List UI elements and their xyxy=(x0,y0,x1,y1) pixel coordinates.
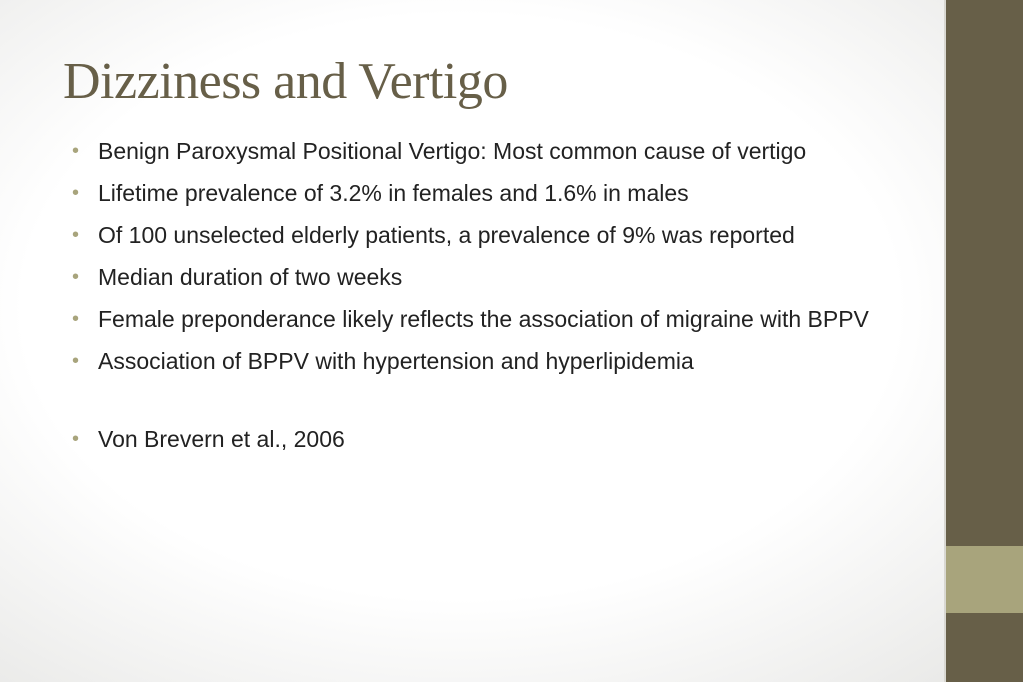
bullet-text: Of 100 unselected elderly patients, a prevalence of 9% was reported xyxy=(98,222,795,248)
sidebar-accent-block xyxy=(946,546,1023,613)
bullet-item xyxy=(72,176,892,211)
bullet-text: Lifetime prevalence of 3.2% in females and 1.6% in males xyxy=(98,180,689,206)
bullet-icon: • xyxy=(72,140,80,162)
bullet-icon: • xyxy=(72,266,80,288)
bullet-item xyxy=(72,302,892,337)
bullet-text: Female preponderance likely reflects the association of migraine with BPPV xyxy=(98,306,869,332)
bullet-list xyxy=(72,134,892,464)
bullet-item xyxy=(72,344,892,379)
bullet-item-citation xyxy=(72,422,892,457)
bullet-item xyxy=(72,218,892,253)
bullet-icon: • xyxy=(72,182,80,204)
bullet-icon: • xyxy=(72,350,80,372)
citation-text: Von Brevern et al., 2006 xyxy=(98,426,345,452)
slide-title: Dizziness and Vertigo xyxy=(63,53,508,110)
bullet-icon: • xyxy=(72,428,80,450)
bullet-text: Association of BPPV with hypertension and hyperlipidemia xyxy=(98,348,694,374)
bullet-text: Median duration of two weeks xyxy=(98,264,403,290)
bullet-icon: • xyxy=(72,308,80,330)
bullet-item xyxy=(72,260,892,295)
bullet-text: Benign Paroxysmal Positional Vertigo: Most common cause of vertigo xyxy=(98,138,807,164)
bullet-item xyxy=(72,134,892,169)
bullet-icon: • xyxy=(72,224,80,246)
